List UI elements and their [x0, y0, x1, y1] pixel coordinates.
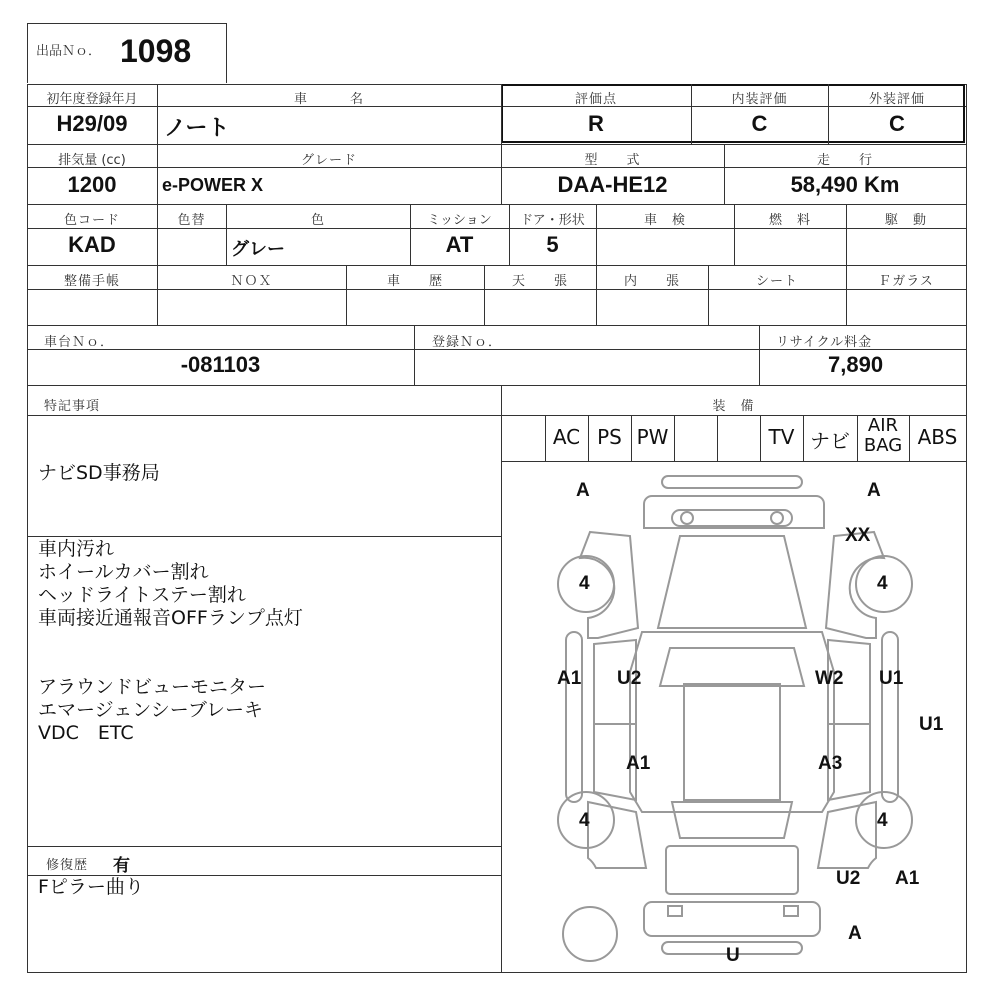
remark-line: 車内汚れ	[38, 538, 115, 560]
seat-label: シート	[755, 274, 798, 289]
color-code-value: KAD	[68, 232, 116, 257]
damage-mark: U	[726, 945, 740, 966]
model-label: 型 式	[584, 153, 641, 168]
remark-line: アラウンドビューモニター	[38, 676, 267, 698]
glass-label: Ｆガラス	[878, 274, 934, 289]
damage-mark: A1	[895, 868, 920, 889]
door-label: ドア・形状	[520, 213, 585, 228]
interior-label: 内装評価	[731, 92, 788, 107]
repair-label: 修復歴	[46, 858, 89, 873]
mission-value: AT	[445, 232, 474, 257]
damage-mark: A1	[626, 753, 651, 774]
special-note-line: ナビSD事務局	[38, 462, 160, 484]
damage-mark: U2	[617, 668, 642, 689]
equipment-item-pw: PW	[636, 425, 669, 449]
damage-mark: U1	[879, 668, 904, 689]
exterior-value: C	[889, 111, 905, 136]
score-label: 評価点	[574, 92, 617, 107]
color-value: グレー	[231, 239, 285, 259]
displacement-value: 1200	[67, 172, 117, 197]
tire-depth: 4	[579, 810, 590, 831]
repair-note: Fピラー曲り	[38, 876, 144, 898]
remark-line: ヘッドライトステー割れ	[38, 584, 246, 606]
tire-depth: 4	[579, 573, 590, 594]
damage-mark: A	[848, 923, 862, 944]
interior-value: C	[751, 111, 768, 136]
remark-line: VDC ETC	[38, 722, 134, 744]
tire-depth: 4	[877, 573, 888, 594]
grade-value: e-POWER X	[162, 175, 264, 195]
color-label: 色	[310, 213, 325, 228]
car-name-value: ノート	[164, 115, 230, 140]
damage-mark: A	[867, 480, 881, 501]
recycle-label: リサイクル料金	[776, 335, 873, 350]
car-name-label: 車 名	[293, 92, 364, 107]
model-value: DAA-HE12	[557, 172, 668, 197]
first-reg-label: 初年度登録年月	[46, 92, 138, 107]
grade-label: グレード	[300, 153, 357, 168]
fuel-label: 燃 料	[768, 213, 811, 228]
registration-label: 登録Ｎｏ．	[432, 335, 503, 350]
first-reg-value: H29/09	[56, 111, 128, 136]
exterior-label: 外装評価	[868, 92, 925, 107]
recycle-value: 7,890	[828, 352, 884, 377]
inspection-label: 車 検	[643, 213, 686, 228]
drive-label: 駆 動	[884, 213, 927, 228]
equipment-item-abs: ABS	[917, 425, 958, 449]
damage-mark: U1	[919, 714, 944, 735]
equipment-item-ac: AC	[552, 425, 581, 449]
score-value: R	[588, 111, 604, 136]
color-code-label: 色コード	[63, 213, 120, 228]
mileage-label: 走 行	[816, 153, 873, 168]
remark-line: 車両接近通報音OFFランプ点灯	[38, 607, 303, 629]
equipment-item-ps: PS	[597, 425, 622, 449]
displacement-label: 排気量 (cc)	[58, 153, 126, 168]
maintenance-label: 整備手帳	[63, 274, 120, 289]
car-diagram	[502, 462, 966, 972]
damage-mark: A3	[818, 753, 843, 774]
damage-mark: A1	[557, 668, 582, 689]
mileage-value: 58,490 Km	[790, 172, 900, 197]
special-notes-label: 特記事項	[44, 399, 101, 414]
lot-number: 1098	[120, 33, 192, 69]
damage-mark: W2	[815, 668, 844, 689]
equipment-label: 装 備	[712, 399, 755, 414]
chassis-label: 車台Ｎｏ．	[44, 335, 115, 350]
roof-label: 天 張	[511, 274, 568, 289]
damage-mark: U2	[836, 868, 861, 889]
lot-label: 出品Ｎｏ．	[36, 44, 102, 59]
repaint-label: 色替	[177, 213, 206, 228]
remark-line: ホイールカバー割れ	[38, 561, 209, 583]
damage-mark: A	[576, 480, 590, 501]
history-label: 車 歴	[386, 274, 443, 289]
tire-depth: 4	[877, 810, 888, 831]
equipment-item-airbag: AIR BAG	[863, 415, 903, 456]
chassis-value: -081103	[180, 352, 261, 377]
mission-label: ミッション	[427, 213, 492, 228]
remark-line: エマージェンシーブレーキ	[38, 699, 264, 721]
inner-label: 内 張	[623, 274, 680, 289]
nox-label: ＮＯＸ	[230, 274, 273, 289]
door-value: 5	[546, 232, 559, 257]
repair-value: 有	[113, 856, 130, 875]
equipment-item-tv: TV	[768, 425, 795, 449]
damage-mark: XX	[845, 525, 871, 546]
equipment-item-navi: ナビ	[810, 429, 850, 453]
